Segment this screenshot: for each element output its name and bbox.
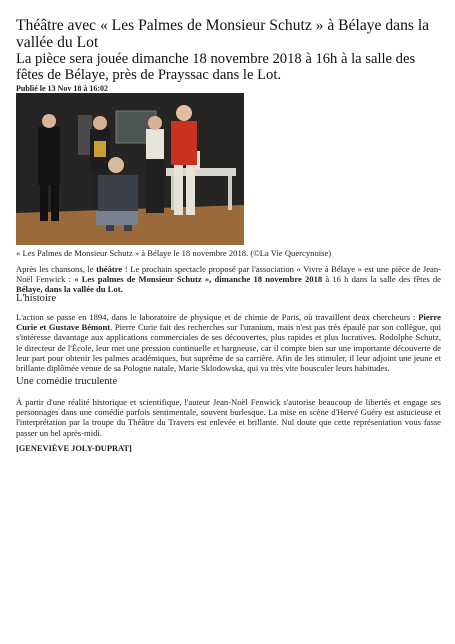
- intro-bold-1: théâtre: [96, 264, 123, 274]
- intro-bold-3: Bélaye, dans la vallée du Lot.: [16, 284, 123, 295]
- article-subtitle: La pièce sera jouée dimanche 18 novembre 2018 à 16h à la salle des fêtes de Bélaye, près de Prayssac dans le Lot.: [16, 51, 416, 83]
- section-heading-story: L'histoire: [16, 293, 57, 304]
- story-text-1: L'action se passe en 1894, dans le laboratoire de physique et de chimie de Paris, où travaillent deux chercheurs :: [16, 312, 419, 322]
- photo-caption: « Les Palmes de Monsieur Schutz » à Bélaye le 18 novembre 2018. (©La Vie Quercynoise): [16, 248, 332, 258]
- story-text-2: . Pierre Curie fait des recherches sur l'uranium, mais n'est pas très épaulé par son collègue, qui s'intéresse davantage aux applications commerciales de ses découvertes, plus rapides et plus lucratives. Rodolphe Schutz, le directeur de l'École, leur met une pression continuelle et hargneuse, car il compte bien sur une importante découverte de leur part pour obtenir les palmes académiques, but suprême de sa carrière. Afin de les stimuler, il leur adjoint une jeune et brillante diplômée venue de sa Pologne natale, Marie Sklodowska, qui va très vite bousculer leurs habitudes.: [16, 322, 441, 374]
- comedy-paragraph: À partir d'une réalité historique et scientifique, l'auteur Jean-Noël Fenwick s'autorise beaucoup de libertés et engage ses personnages dans une comédie parfois sentimentale, souvent burlesque. La mise en scène d'Hervé Guéry est astucieuse et l'interprétation par la troupe du Théâtre du Travers est enlevée et brillante. Nul doute que cette représentation vous fasse passer un bel après-midi.: [16, 397, 441, 438]
- intro-text-1: Après les chansons, le: [16, 264, 97, 274]
- stage-scene-image: [16, 93, 244, 245]
- publish-date: Publié le 13 Nov 18 à 16:02: [16, 84, 108, 93]
- section-heading-comedy: Une comédie truculente: [16, 376, 118, 387]
- article-title: Théâtre avec « Les Palmes de Monsieur Schutz » à Bélaye dans la vallée du Lot: [16, 17, 430, 51]
- story-bold-1: Pierre Curie et Gustave Bémont: [16, 312, 441, 333]
- intro-text-2: ! Le prochain spectacle proposé par l'association « Vivre à Bélaye » est une pièce de Jean-Noël Fenwick :: [16, 264, 441, 285]
- intro-text-3: à 16 h dans la salle des fêtes de: [322, 274, 441, 285]
- intro-paragraph: [16, 264, 441, 295]
- story-paragraph: [16, 312, 441, 373]
- article-photo: [16, 93, 244, 245]
- author-signature: [GENEVIÈVE JOLY-DUPRAT]: [16, 444, 132, 453]
- intro-bold-2: « Les palmes de Monsieur Schutz », dimanche 18 novembre 2018: [74, 274, 323, 285]
